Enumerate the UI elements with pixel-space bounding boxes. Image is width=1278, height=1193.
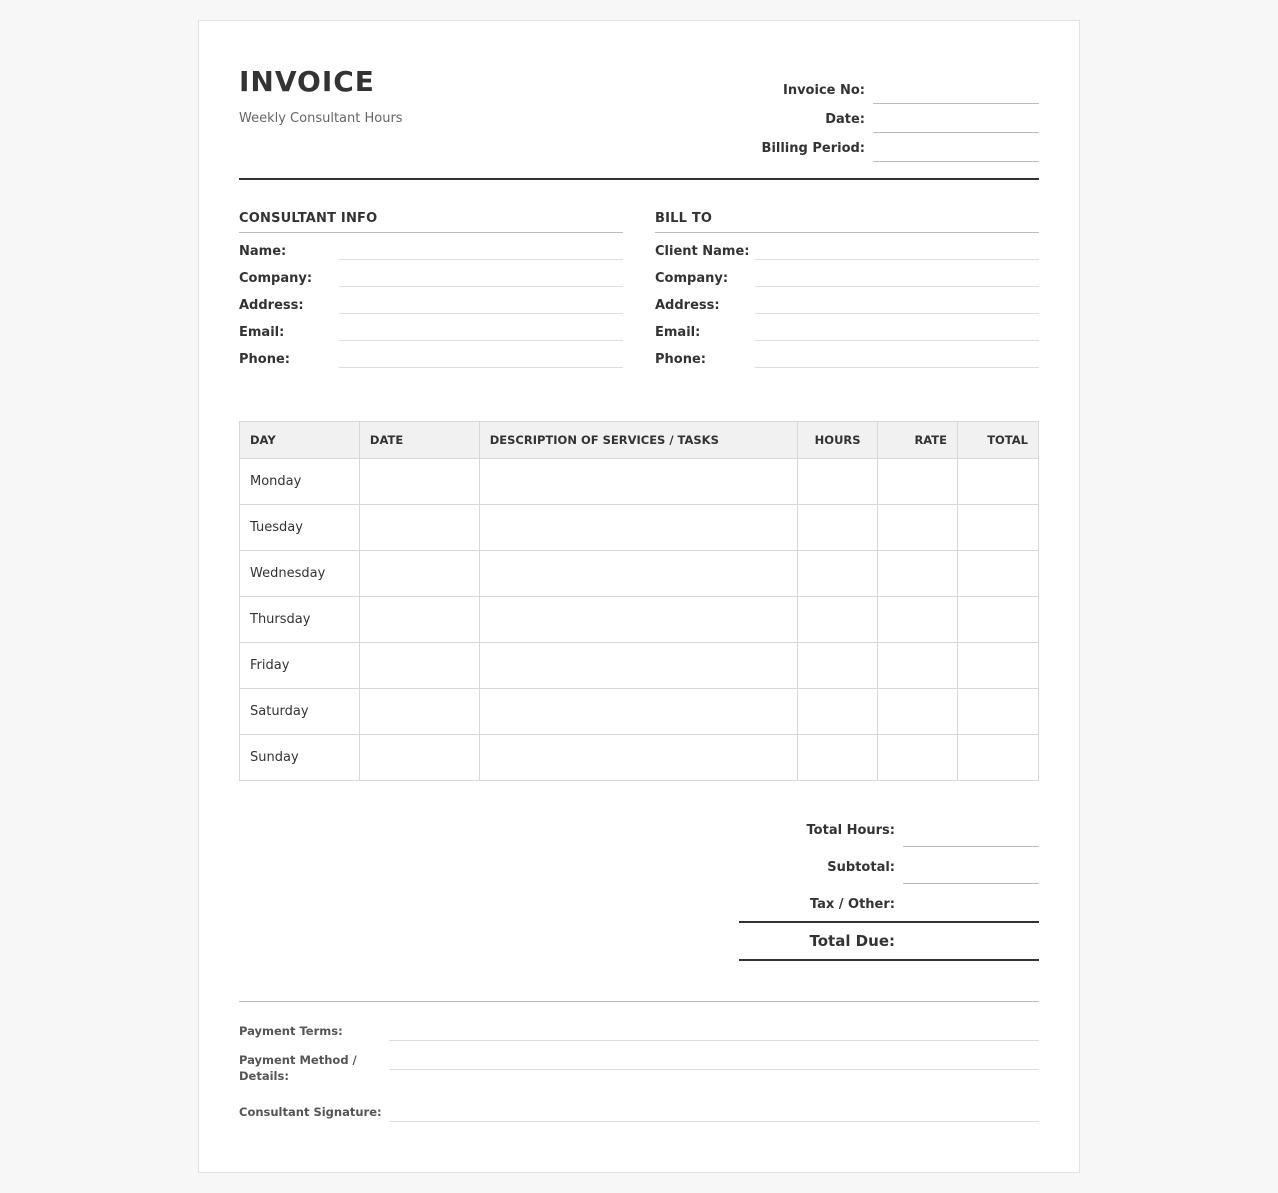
payment-terms-field[interactable] [389, 1023, 1039, 1041]
day-cell: Sunday [240, 735, 360, 781]
description-cell[interactable] [479, 689, 797, 735]
consultant-company-row [239, 260, 623, 287]
payment-method-label-line1: Payment Method / [239, 1053, 357, 1067]
total-cell[interactable] [958, 643, 1039, 689]
tax-field[interactable] [903, 885, 1039, 921]
description-cell[interactable] [479, 735, 797, 781]
description-cell[interactable] [479, 597, 797, 643]
consultant-email-row [239, 314, 623, 341]
client-address-row [655, 287, 1039, 314]
consultant-company-label: Company: [239, 271, 313, 286]
consultant-address-label: Address: [239, 298, 304, 313]
col-header-rate: RATE [878, 422, 958, 459]
payment-terms-label: Payment Terms: [239, 1024, 343, 1038]
client-name-row [655, 233, 1039, 260]
table-header-row [240, 422, 1039, 459]
client-email-field[interactable] [755, 321, 1039, 341]
hours-cell[interactable] [798, 597, 878, 643]
consultant-company-field[interactable] [339, 267, 623, 287]
consultant-address-row [239, 287, 623, 314]
hours-cell[interactable] [798, 735, 878, 781]
hours-cell[interactable] [798, 505, 878, 551]
total-cell[interactable] [958, 735, 1039, 781]
description-cell[interactable] [479, 551, 797, 597]
client-email-row [655, 314, 1039, 341]
client-name-field[interactable] [755, 240, 1039, 260]
total-cell[interactable] [958, 689, 1039, 735]
invoice-no-field[interactable] [873, 79, 1039, 104]
consultant-info-section [239, 211, 623, 368]
payment-terms-row [239, 1023, 1039, 1041]
hours-cell[interactable] [798, 643, 878, 689]
subtotal-row [739, 847, 1039, 884]
consultant-info-heading: CONSULTANT INFO [239, 211, 623, 233]
consultant-name-row [239, 233, 623, 260]
day-cell: Tuesday [240, 505, 360, 551]
signature-field[interactable] [389, 1104, 1039, 1122]
meta-row-billing-period [739, 133, 1039, 162]
consultant-email-field[interactable] [339, 321, 623, 341]
rate-cell[interactable] [878, 643, 958, 689]
payment-method-row [239, 1052, 1039, 1084]
bill-to-heading: BILL TO [655, 211, 1039, 233]
date-cell[interactable] [359, 505, 479, 551]
description-cell[interactable] [479, 505, 797, 551]
date-cell[interactable] [359, 689, 479, 735]
date-label: Date: [825, 112, 865, 127]
table-row [240, 689, 1039, 735]
date-cell[interactable] [359, 735, 479, 781]
total-hours-row [739, 811, 1039, 847]
total-cell[interactable] [958, 505, 1039, 551]
subtotal-field[interactable] [903, 848, 1039, 884]
consultant-name-field[interactable] [339, 240, 623, 260]
date-cell[interactable] [359, 643, 479, 689]
date-cell[interactable] [359, 597, 479, 643]
table-row [240, 505, 1039, 551]
col-header-hours: HOURS [798, 422, 878, 459]
col-header-description: DESCRIPTION OF SERVICES / TASKS [479, 422, 797, 459]
description-cell[interactable] [479, 459, 797, 505]
totals-section [739, 811, 1039, 961]
consultant-phone-field[interactable] [339, 348, 623, 368]
client-phone-field[interactable] [755, 348, 1039, 368]
day-cell: Thursday [240, 597, 360, 643]
total-cell[interactable] [958, 551, 1039, 597]
consultant-name-label: Name: [239, 244, 287, 259]
description-cell[interactable] [479, 643, 797, 689]
rate-cell[interactable] [878, 551, 958, 597]
total-due-label: Total Due: [809, 932, 895, 950]
total-cell[interactable] [958, 597, 1039, 643]
billing-period-field[interactable] [873, 137, 1039, 162]
footer-divider [239, 1001, 1039, 1002]
payment-method-label-line2: Details: [239, 1069, 289, 1083]
consultant-phone-row [239, 341, 623, 368]
tax-row [739, 884, 1039, 921]
hours-cell[interactable] [798, 459, 878, 505]
rate-cell[interactable] [878, 597, 958, 643]
day-cell: Wednesday [240, 551, 360, 597]
client-company-label: Company: [655, 271, 729, 286]
col-header-date: DATE [359, 422, 479, 459]
meta-row-invoice-no [739, 75, 1039, 104]
rate-cell[interactable] [878, 505, 958, 551]
hours-cell[interactable] [798, 551, 878, 597]
consultant-email-label: Email: [239, 325, 285, 340]
total-due-row [739, 921, 1039, 961]
subtotal-label: Subtotal: [827, 860, 895, 875]
date-cell[interactable] [359, 459, 479, 505]
day-cell: Saturday [240, 689, 360, 735]
hours-table [239, 421, 1039, 781]
consultant-phone-label: Phone: [239, 352, 290, 367]
day-cell: Monday [240, 459, 360, 505]
rate-cell[interactable] [878, 735, 958, 781]
invoice-no-label: Invoice No: [782, 83, 865, 98]
rate-cell[interactable] [878, 459, 958, 505]
table-row [240, 551, 1039, 597]
table-row [240, 735, 1039, 781]
meta-row-date [739, 104, 1039, 133]
tax-label: Tax / Other: [809, 897, 895, 912]
total-hours-field[interactable] [903, 811, 1039, 847]
client-email-label: Email: [655, 325, 701, 340]
table-row [240, 597, 1039, 643]
payment-method-label [239, 1052, 389, 1084]
total-hours-label: Total Hours: [806, 823, 895, 838]
header-divider [239, 178, 1039, 180]
table-row [240, 643, 1039, 689]
table-row [240, 459, 1039, 505]
client-address-label: Address: [655, 298, 720, 313]
invoice-meta [739, 75, 1039, 162]
client-company-field[interactable] [755, 267, 1039, 287]
signature-label: Consultant Signature: [239, 1105, 382, 1119]
bill-to-section [655, 211, 1039, 368]
billing-period-label: Billing Period: [761, 141, 865, 156]
payment-method-field[interactable] [389, 1052, 1039, 1070]
date-cell[interactable] [359, 551, 479, 597]
consultant-address-field[interactable] [339, 294, 623, 314]
total-cell[interactable] [958, 459, 1039, 505]
col-header-day: DAY [240, 422, 360, 459]
rate-cell[interactable] [878, 689, 958, 735]
client-phone-label: Phone: [655, 352, 706, 367]
date-field[interactable] [873, 108, 1039, 133]
day-cell: Friday [240, 643, 360, 689]
hours-cell[interactable] [798, 689, 878, 735]
invoice-page [198, 20, 1080, 1173]
signature-row [239, 1104, 1039, 1122]
client-phone-row [655, 341, 1039, 368]
invoice-title: INVOICE [239, 65, 375, 98]
client-name-label: Client Name: [655, 244, 750, 259]
client-address-field[interactable] [755, 294, 1039, 314]
col-header-total: TOTAL [958, 422, 1039, 459]
invoice-subtitle: Weekly Consultant Hours [239, 111, 403, 126]
client-company-row [655, 260, 1039, 287]
